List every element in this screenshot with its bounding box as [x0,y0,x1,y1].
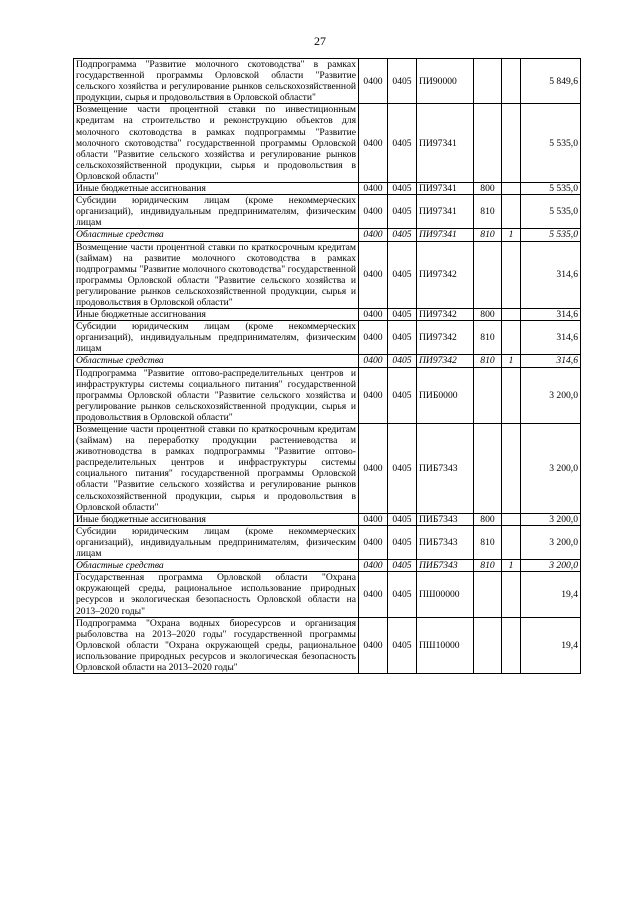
row-section-code: 0400 [359,367,388,423]
table-row [74,183,581,195]
row-subsection-code: 0405 [388,309,417,321]
row-amount: 5 849,6 [521,59,581,104]
row-expense-type: 800 [474,309,502,321]
row-amount: 3 200,0 [521,424,581,514]
table-row [74,560,581,572]
row-expense-type [474,59,502,104]
row-amount: 5 535,0 [521,195,581,229]
row-amount: 19,4 [521,617,581,673]
table-row [74,572,581,617]
row-section-code: 0400 [359,560,388,572]
row-subsection-code: 0405 [388,104,417,183]
row-source-code [502,183,521,195]
row-name: Государственная программа Орловской области "Охрана окружающей среды, рациональное использование природных ресурсов и экологическая безопасность Орловской области на 2013–2020 годы" [74,572,359,617]
row-target-code: ПИ97342 [417,321,474,355]
row-expense-type: 810 [474,229,502,241]
row-name: Иные бюджетные ассигнования [74,183,359,195]
table-row [74,367,581,423]
row-expense-type: 810 [474,321,502,355]
row-source-code [502,309,521,321]
row-subsection-code: 0405 [388,424,417,514]
row-source-code [502,424,521,514]
row-expense-type: 810 [474,560,502,572]
row-section-code: 0400 [359,59,388,104]
row-source-code: 1 [502,355,521,367]
row-source-code [502,513,521,525]
row-subsection-code: 0405 [388,355,417,367]
row-source-code: 1 [502,229,521,241]
row-source-code [502,195,521,229]
table-row [74,321,581,355]
row-section-code: 0400 [359,183,388,195]
row-section-code: 0400 [359,195,388,229]
row-subsection-code: 0405 [388,59,417,104]
row-amount: 3 200,0 [521,367,581,423]
table-body [74,59,581,674]
row-subsection-code: 0405 [388,560,417,572]
row-name: Областные средства [74,229,359,241]
row-expense-type: 810 [474,195,502,229]
row-name: Иные бюджетные ассигнования [74,309,359,321]
row-section-code: 0400 [359,424,388,514]
row-expense-type [474,572,502,617]
row-expense-type: 800 [474,513,502,525]
row-name: Возмещение части процентной ставки по краткосрочным кредитам (займам) на переработку продукции растениеводства и животноводства в рамках подпрограммы "Развитие оптово-распределительных центров и инфраструктуры системы социального питания" государственной программы Орловской области "Развитие сельского хозяйства и регулирование рынков сельскохозяйственной продукции, сырья и продовольствия в Орловской области" [74,424,359,514]
row-amount: 5 535,0 [521,104,581,183]
row-name: Возмещение части процентной ставки по краткосрочным кредитам (займам) на развитие молочного скотоводства в рамках подпрограммы "Развитие молочного скотоводства" государственной программы Орловской области "Развитие сельского хозяйства и регулирование рынков сельскохозяйственной продукции, сырья и продовольствия в Орловской области" [74,241,359,309]
row-subsection-code: 0405 [388,617,417,673]
row-target-code: ПИБ7343 [417,424,474,514]
row-expense-type: 810 [474,355,502,367]
row-name: Возмещение части процентной ставки по инвестиционным кредитам на строительство и реконструкцию объектов для молочного скотоводства в рамках подпрограммы "Развитие молочного скотоводства" государственной программы Орловской области "Развитие сельского хозяйства и регулирование рынков сельскохозяйственной продукции, сырья и продовольствия в Орловской области" [74,104,359,183]
row-expense-type: 800 [474,183,502,195]
row-name: Иные бюджетные ассигнования [74,513,359,525]
row-amount: 5 535,0 [521,183,581,195]
row-subsection-code: 0405 [388,572,417,617]
row-source-code [502,59,521,104]
row-section-code: 0400 [359,513,388,525]
row-section-code: 0400 [359,309,388,321]
row-expense-type [474,367,502,423]
table-row [74,104,581,183]
row-expense-type [474,104,502,183]
row-section-code: 0400 [359,241,388,309]
row-section-code: 0400 [359,104,388,183]
row-target-code: ПИБ7343 [417,513,474,525]
budget-table [73,58,581,674]
row-source-code [502,321,521,355]
table-row [74,513,581,525]
row-target-code: ПИБ7343 [417,525,474,559]
row-source-code [502,525,521,559]
row-name: Подпрограмма "Охрана водных биоресурсов и организация рыболовства на 2013–2020 годы" государственной программы Орловской области "Охрана окружающей среды, рациональное использование природных ресурсов и экологическая безопасность Орловской области на 2013–2020 годы" [74,617,359,673]
row-section-code: 0400 [359,229,388,241]
row-subsection-code: 0405 [388,367,417,423]
row-target-code: ПШ10000 [417,617,474,673]
row-section-code: 0400 [359,321,388,355]
row-target-code: ПИ97342 [417,309,474,321]
row-target-code: ПИБ0000 [417,367,474,423]
row-subsection-code: 0405 [388,513,417,525]
row-name: Областные средства [74,355,359,367]
row-source-code [502,104,521,183]
row-source-code [502,617,521,673]
row-amount: 3 200,0 [521,525,581,559]
row-subsection-code: 0405 [388,525,417,559]
row-source-code [502,367,521,423]
row-section-code: 0400 [359,572,388,617]
row-name: Подпрограмма "Развитие молочного скотоводства" в рамках государственной программы Орловской области "Развитие сельского хозяйства и регулирование рынков сельскохозяйственной продукции, сырья и продовольствия в Орловской области" [74,59,359,104]
row-amount: 314,6 [521,241,581,309]
row-source-code: 1 [502,560,521,572]
table-row [74,195,581,229]
row-target-code: ПШ00000 [417,572,474,617]
row-target-code: ПИ97341 [417,104,474,183]
row-target-code: ПИ97342 [417,241,474,309]
row-expense-type [474,617,502,673]
row-amount: 314,6 [521,309,581,321]
table-row [74,355,581,367]
row-amount: 3 200,0 [521,513,581,525]
row-amount: 3 200,0 [521,560,581,572]
row-section-code: 0400 [359,355,388,367]
table-row [74,525,581,559]
row-target-code: ПИ97341 [417,195,474,229]
row-subsection-code: 0405 [388,195,417,229]
row-amount: 314,6 [521,355,581,367]
row-subsection-code: 0405 [388,241,417,309]
row-target-code: ПИ97341 [417,229,474,241]
row-expense-type [474,241,502,309]
table-row [74,617,581,673]
row-name: Подпрограмма "Развитие оптово-распределительных центров и инфраструктуры системы социального питания" государственной программы Орловской области "Развитие сельского хозяйства и регулирование рынков сельскохозяйственной продукции, сырья и продовольствия в Орловской области" [74,367,359,423]
table-row [74,309,581,321]
row-section-code: 0400 [359,617,388,673]
row-source-code [502,241,521,309]
table-row [74,59,581,104]
row-name: Областные средства [74,560,359,572]
table-row [74,424,581,514]
row-amount: 5 535,0 [521,229,581,241]
row-subsection-code: 0405 [388,229,417,241]
table-row [74,229,581,241]
table-row [74,241,581,309]
row-expense-type [474,424,502,514]
row-amount: 314,6 [521,321,581,355]
row-subsection-code: 0405 [388,183,417,195]
row-amount: 19,4 [521,572,581,617]
row-name: Субсидии юридическим лицам (кроме некоммерческих организаций), индивидуальным предпринимателям, физическим лицам [74,195,359,229]
row-name: Субсидии юридическим лицам (кроме некоммерческих организаций), индивидуальным предпринимателям, физическим лицам [74,525,359,559]
row-expense-type: 810 [474,525,502,559]
row-target-code: ПИ97341 [417,183,474,195]
row-target-code: ПИ90000 [417,59,474,104]
row-target-code: ПИБ7343 [417,560,474,572]
page-number: 27 [314,34,326,48]
row-name: Субсидии юридическим лицам (кроме некоммерческих организаций), индивидуальным предпринимателям, физическим лицам [74,321,359,355]
row-source-code [502,572,521,617]
row-subsection-code: 0405 [388,321,417,355]
row-section-code: 0400 [359,525,388,559]
row-target-code: ПИ97342 [417,355,474,367]
